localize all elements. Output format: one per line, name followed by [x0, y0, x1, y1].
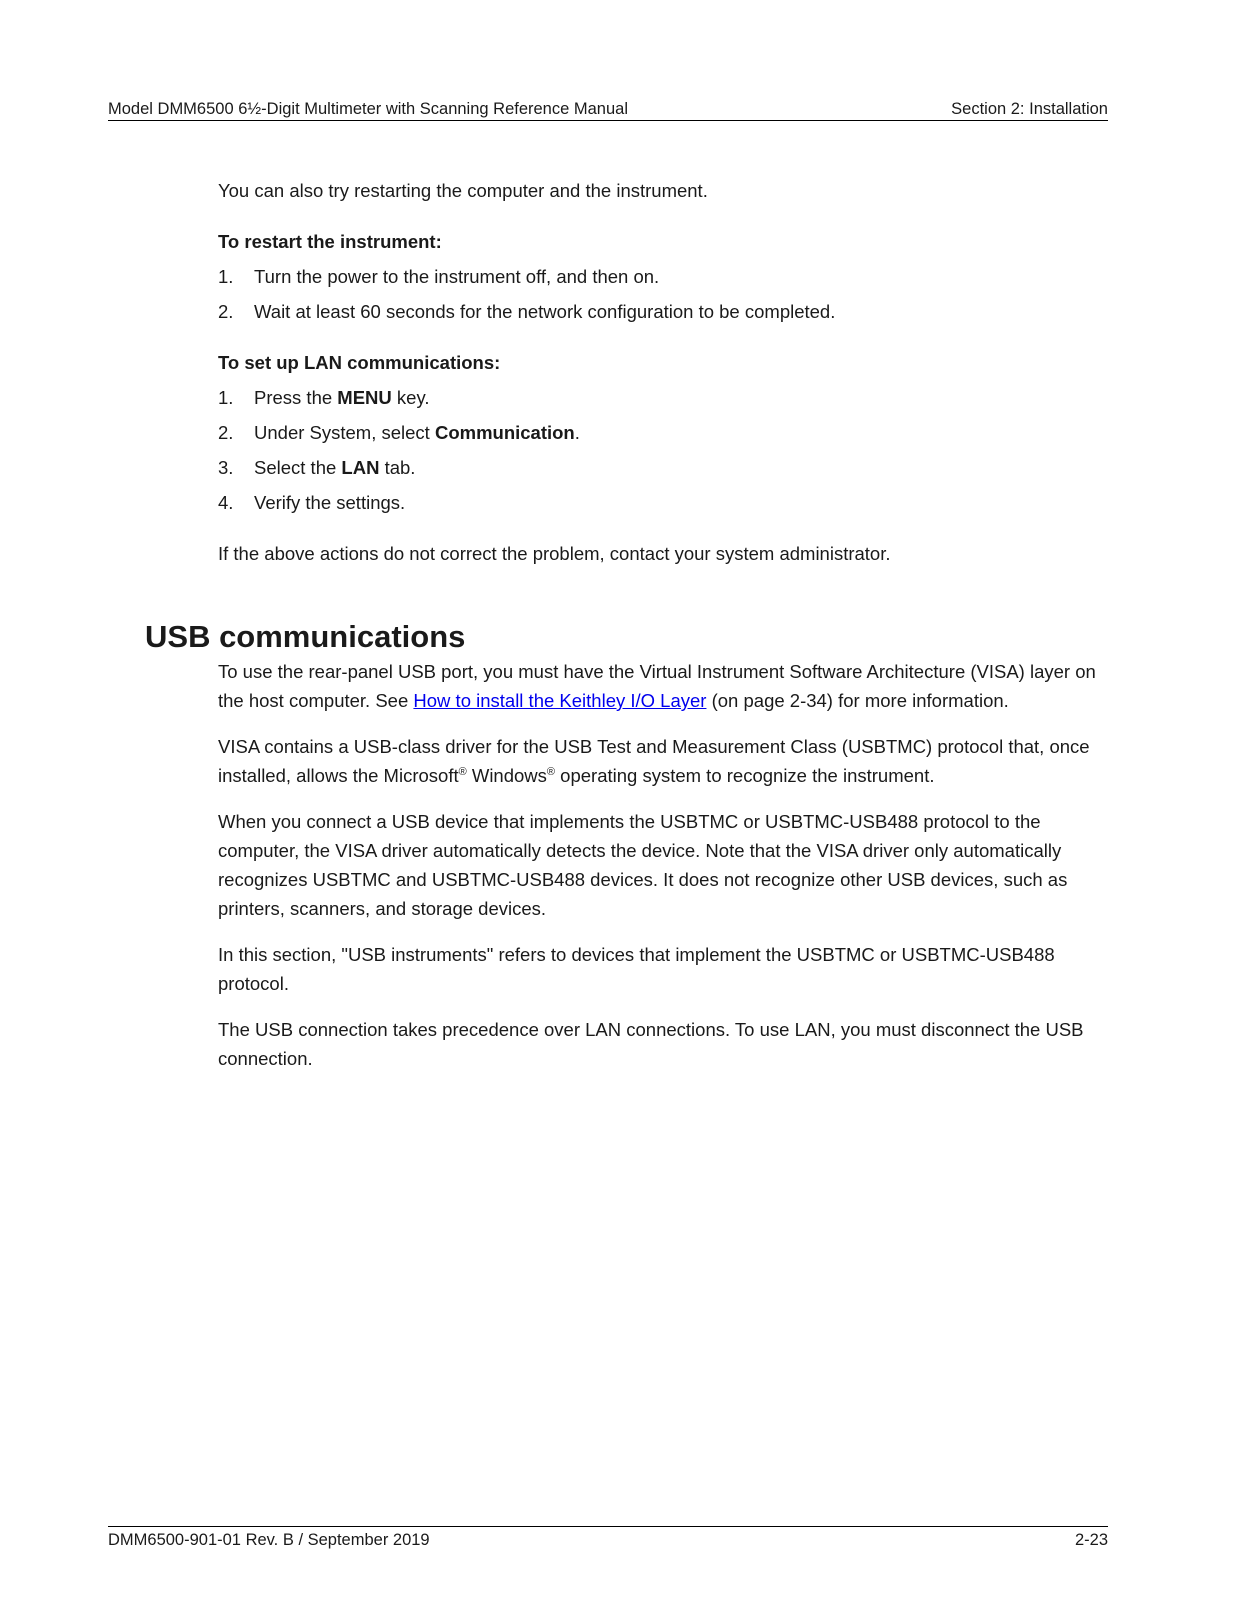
list-item: [218, 453, 1118, 482]
step-number: 4.: [218, 492, 234, 513]
restart-procedure-title: To restart the instrument:: [218, 231, 442, 252]
list-item: [218, 262, 1118, 291]
paragraph: To use the rear-panel USB port, you must have the Virtual Instrument Software Architecture (VISA) layer on the host computer. See How to install the Keithley I/O Layer (on page 2-34) for more information.: [218, 661, 1096, 711]
step-text: Under System, select Communication.: [254, 422, 580, 443]
manual-title: Model DMM6500 6½-Digit Multimeter with Scanning Reference Manual: [108, 100, 628, 118]
paragraph: VISA contains a USB-class driver for the USB Test and Measurement Class (USBTMC) protocol that, once installed, allows the Microsoft® Windows® operating system to recognize the instrument.: [218, 736, 1090, 786]
section-title: Section 2: Installation: [951, 100, 1108, 118]
page-header: [108, 99, 1108, 121]
page-number: 2-23: [1074, 1531, 1108, 1549]
step-number: 1.: [218, 266, 234, 287]
step-number: 2.: [218, 422, 234, 443]
menu-key-label: MENU: [337, 387, 392, 408]
list-item: [218, 383, 1118, 412]
section-heading: USB communications: [145, 619, 466, 654]
communication-label: Communication: [434, 422, 575, 443]
step-number: 1.: [218, 387, 234, 408]
list-item: [218, 297, 1118, 326]
step-text: Wait at least 60 seconds for the network configuration to be completed.: [254, 301, 836, 322]
closing-paragraph: If the above actions do not correct the problem, contact your system administrator.: [218, 543, 891, 564]
keithley-io-layer-link[interactable]: How to install the Keithley I/O Layer: [413, 690, 707, 711]
step-number: 2.: [218, 301, 234, 322]
page-footer: [108, 1526, 1108, 1550]
paragraph: In this section, "USB instruments" refers to devices that implement the USBTMC or USBTMC-USB488 protocol.: [218, 944, 1055, 994]
restart-steps: [218, 262, 1118, 326]
lan-steps: [218, 383, 1118, 517]
usb-content: [218, 657, 1118, 1090]
step-text: Turn the power to the instrument off, and then on.: [254, 266, 660, 287]
step-number: 3.: [218, 457, 234, 478]
lan-procedure-title: To set up LAN communications:: [218, 352, 501, 373]
step-text: Press the MENU key.: [254, 387, 430, 408]
paragraph: The USB connection takes precedence over LAN connections. To use LAN, you must disconnect the USB connection.: [218, 1019, 1084, 1069]
troubleshooting-content: [218, 176, 1118, 568]
list-item: [218, 418, 1118, 447]
paragraph: When you connect a USB device that implements the USBTMC or USBTMC-USB488 protocol to the computer, the VISA driver automatically detects the device. Note that the VISA driver only automatically recognizes USBTMC and USBTMC-USB488 devices. It does not recognize other USB devices, such as printers, scanners, and storage devices.: [218, 811, 1068, 919]
list-item: [218, 488, 1118, 517]
lan-tab-label: LAN: [341, 457, 380, 478]
step-text: Verify the settings.: [254, 492, 406, 513]
document-id: DMM6500-901-01 Rev. B / September 2019: [108, 1531, 430, 1549]
step-text: Select the LAN tab.: [254, 457, 416, 478]
intro-paragraph: You can also try restarting the computer and the instrument.: [218, 180, 708, 201]
